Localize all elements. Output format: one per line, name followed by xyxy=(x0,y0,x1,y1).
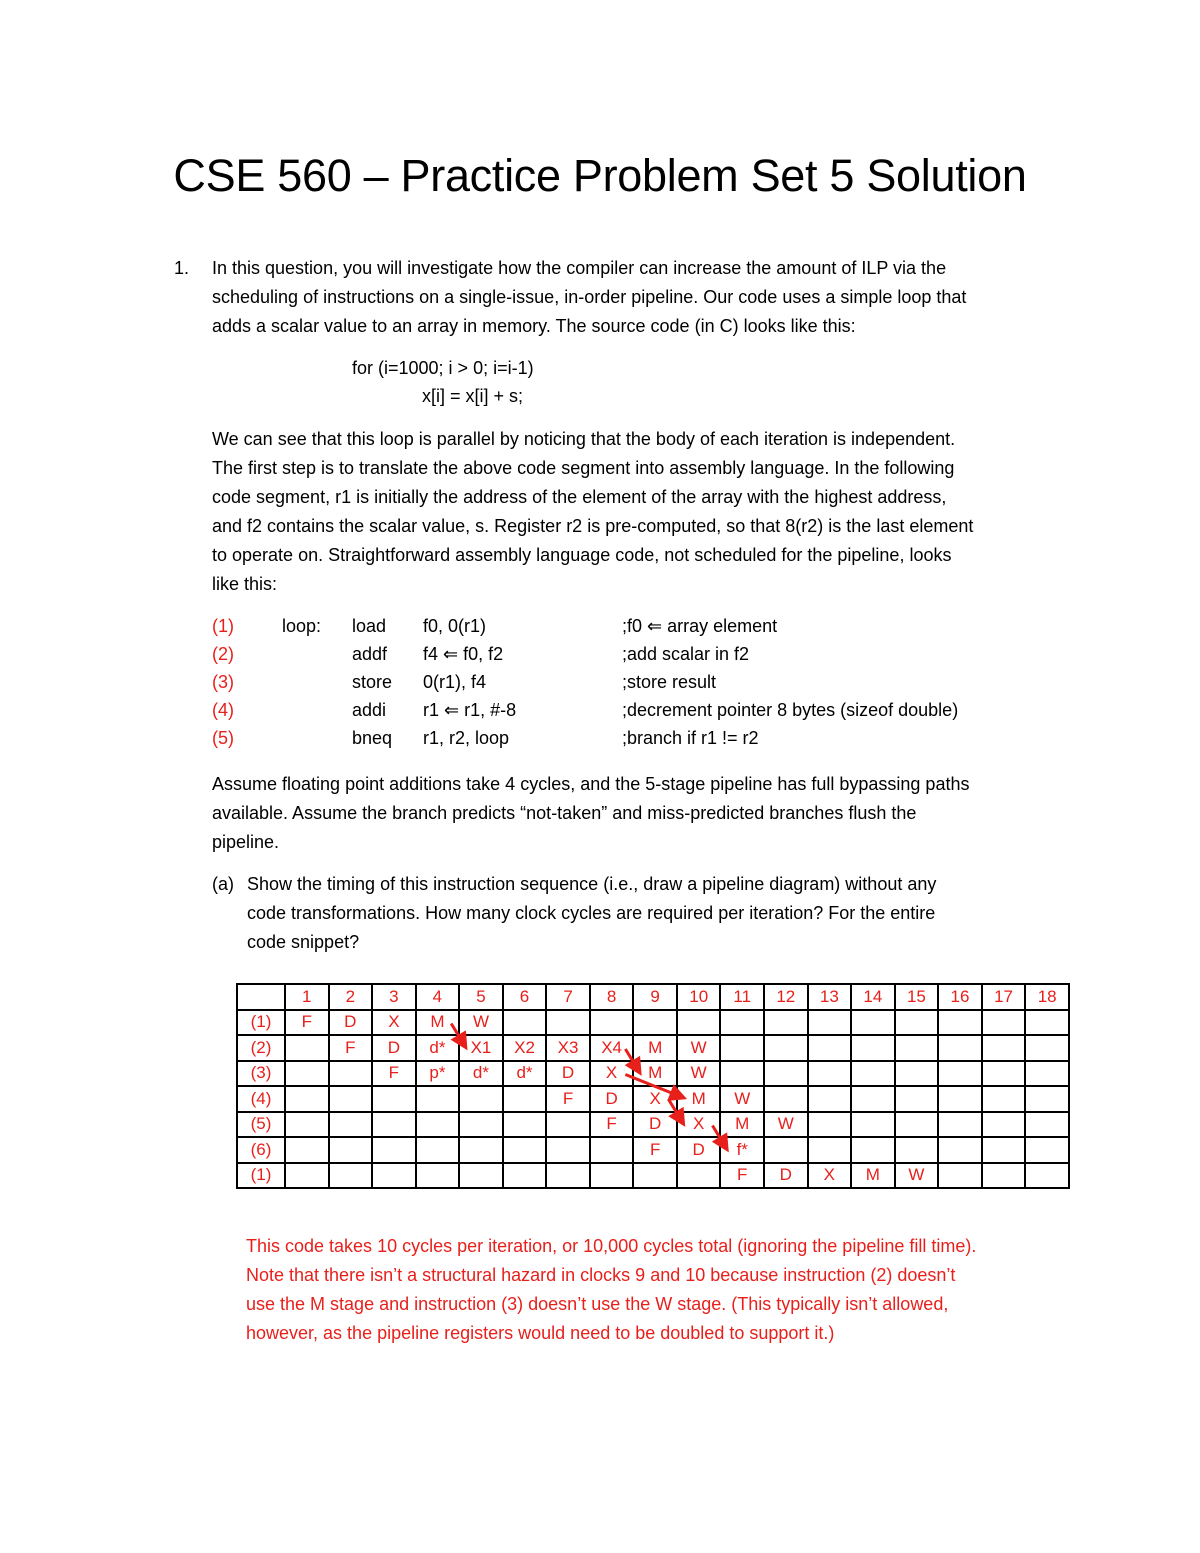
instruction-comment: ;store result xyxy=(622,672,717,692)
intro-line: In this question, you will investigate how the compiler can increase the amount of ILP via the xyxy=(212,258,947,278)
part-a-label: (a) xyxy=(212,874,234,894)
instruction-number: (3) xyxy=(212,672,234,692)
stage-cell: X xyxy=(590,1061,634,1087)
stage-cell: D xyxy=(546,1061,590,1087)
instruction-op: load xyxy=(352,616,387,636)
stage-cell: D xyxy=(677,1137,721,1163)
stage-cell: F xyxy=(720,1163,764,1189)
instruction-op: addf xyxy=(352,644,388,664)
instruction-op: store xyxy=(352,672,393,692)
instruction-args: r1 ⇐ r1, #-8 xyxy=(423,700,517,720)
cycle-header: 2 xyxy=(329,984,373,1010)
stage-cell: d* xyxy=(416,1035,460,1061)
cycle-header: 6 xyxy=(503,984,547,1010)
paragraph-line: to operate on. Straightforward assembly language code, not scheduled for the pipeline, looks xyxy=(212,545,952,565)
stage-cell: W xyxy=(677,1035,721,1061)
row-label: (3) xyxy=(237,1061,285,1087)
stage-cell: M xyxy=(720,1112,764,1138)
instruction-op: bneq xyxy=(352,728,393,748)
paragraph-line: Assume floating point additions take 4 cycles, and the 5-stage pipeline has full bypassing paths xyxy=(212,774,970,794)
cycle-header: 11 xyxy=(720,984,764,1010)
stage-cell: F xyxy=(329,1035,373,1061)
paragraph-line: The first step is to translate the above code segment into assembly language. In the following xyxy=(212,458,955,478)
stage-cell: M xyxy=(851,1163,895,1189)
stage-cell: X xyxy=(633,1086,677,1112)
stage-cell: D xyxy=(329,1010,373,1036)
cycle-header: 13 xyxy=(808,984,852,1010)
instruction-comment: ;f0 ⇐ array element xyxy=(622,616,778,636)
instruction-args: f4 ⇐ f0, f2 xyxy=(423,644,504,664)
stage-cell: M xyxy=(416,1010,460,1036)
c-code-line: x[i] = x[i] + s; xyxy=(422,386,524,406)
stage-cell: X xyxy=(808,1163,852,1189)
row-label: (2) xyxy=(237,1035,285,1061)
instruction-comment: ;decrement pointer 8 bytes (sizeof double) xyxy=(622,700,959,720)
cycle-header: 3 xyxy=(372,984,416,1010)
instruction-comment: ;branch if r1 != r2 xyxy=(622,728,759,748)
stage-cell: W xyxy=(459,1010,503,1036)
stage-cell: M xyxy=(677,1086,721,1112)
stage-cell: d* xyxy=(459,1061,503,1087)
page-title: CSE 560 – Practice Problem Set 5 Solution xyxy=(173,150,1027,201)
cycle-header: 12 xyxy=(764,984,808,1010)
paragraph-line: and f2 contains the scalar value, s. Register r2 is pre-computed, so that 8(r2) is the last element xyxy=(212,516,974,536)
cycle-header: 5 xyxy=(459,984,503,1010)
stage-cell: F xyxy=(546,1086,590,1112)
stage-cell: X4 xyxy=(590,1035,634,1061)
cycle-header: 14 xyxy=(851,984,895,1010)
forwarding-arrow xyxy=(451,1024,465,1047)
stage-cell: W xyxy=(764,1112,808,1138)
cycle-header: 8 xyxy=(590,984,634,1010)
row-label: (1) xyxy=(237,1010,285,1036)
stage-cell: D xyxy=(633,1112,677,1138)
answer-line: Note that there isn’t a structural hazard in clocks 9 and 10 because instruction (2) doesn’t xyxy=(246,1265,956,1285)
stage-cell: W xyxy=(677,1061,721,1087)
stage-cell: D xyxy=(372,1035,416,1061)
paragraph-line: like this: xyxy=(212,574,278,594)
stage-cell: F xyxy=(372,1061,416,1087)
instruction-args: r1, r2, loop xyxy=(423,728,510,748)
stage-cell: F xyxy=(590,1112,634,1138)
cycle-header: 16 xyxy=(938,984,982,1010)
stage-cell: p* xyxy=(416,1061,460,1087)
stage-cell: W xyxy=(895,1163,939,1189)
answer-line: This code takes 10 cycles per iteration, or 10,000 cycles total (ignoring the pipeline fill time). xyxy=(246,1236,977,1256)
answer-line: use the M stage and instruction (3) doesn’t use the W stage. (This typically isn’t allowed, xyxy=(246,1294,949,1314)
row-label: (4) xyxy=(237,1086,285,1112)
stage-cell: f* xyxy=(720,1137,764,1163)
question-number: 1. xyxy=(174,258,190,278)
stage-cell: M xyxy=(633,1061,677,1087)
stage-cell: D xyxy=(764,1163,808,1189)
stage-cell: X2 xyxy=(503,1035,547,1061)
instruction-op: addi xyxy=(352,700,387,720)
cycle-header: 15 xyxy=(895,984,939,1010)
paragraph-line: pipeline. xyxy=(212,832,280,852)
stage-cell: X3 xyxy=(546,1035,590,1061)
instruction-args: 0(r1), f4 xyxy=(423,672,487,692)
stage-cell: D xyxy=(590,1086,634,1112)
stage-cell: X xyxy=(677,1112,721,1138)
instruction-comment: ;add scalar in f2 xyxy=(622,644,750,664)
forwarding-arrow xyxy=(625,1049,639,1072)
cycle-header: 17 xyxy=(982,984,1026,1010)
row-label: (5) xyxy=(237,1112,285,1138)
instruction-number: (5) xyxy=(212,728,234,748)
instruction-label: loop: xyxy=(282,616,322,636)
stage-cell: F xyxy=(633,1137,677,1163)
instruction-args: f0, 0(r1) xyxy=(423,616,487,636)
stage-cell: M xyxy=(633,1035,677,1061)
answer-line: however, as the pipeline registers would need to be doubled to support it.) xyxy=(246,1323,835,1343)
intro-line: scheduling of instructions on a single-issue, in-order pipeline. Our code uses a simple loop that xyxy=(212,287,967,307)
forwarding-arrow xyxy=(712,1126,726,1149)
stage-cell: X xyxy=(372,1010,416,1036)
paragraph-line: code segment, r1 is initially the address of the element of the array with the highest address, xyxy=(212,487,947,507)
cycle-header: 7 xyxy=(546,984,590,1010)
row-label: (6) xyxy=(237,1137,285,1163)
paragraph-line: available. Assume the branch predicts “not-taken” and miss-predicted branches flush the xyxy=(212,803,917,823)
stage-cell: X1 xyxy=(459,1035,503,1061)
instruction-number: (1) xyxy=(212,616,234,636)
cycle-header: 4 xyxy=(416,984,460,1010)
stage-cell: F xyxy=(285,1010,329,1036)
part-a-line: code transformations. How many clock cycles are required per iteration? For the entire xyxy=(247,903,936,923)
forwarding-arrow xyxy=(669,1100,683,1123)
stage-cell: W xyxy=(720,1086,764,1112)
instruction-number: (4) xyxy=(212,700,234,720)
cycle-header: 9 xyxy=(633,984,677,1010)
cycle-header: 10 xyxy=(677,984,721,1010)
intro-line: adds a scalar value to an array in memory. The source code (in C) looks like this: xyxy=(212,316,856,336)
forwarding-arrow xyxy=(625,1075,683,1098)
answer-text xyxy=(246,1232,1146,1348)
cycle-header: 18 xyxy=(1025,984,1069,1010)
c-code-line: for (i=1000; i > 0; i=i-1) xyxy=(352,358,534,378)
instruction-number: (2) xyxy=(212,644,234,664)
part-a-line: Show the timing of this instruction sequence (i.e., draw a pipeline diagram) without any xyxy=(247,874,937,894)
stage-cell: d* xyxy=(503,1061,547,1087)
part-a-line: code snippet? xyxy=(247,932,360,952)
cycle-header: 1 xyxy=(285,984,329,1010)
row-label: (1) xyxy=(237,1163,285,1189)
paragraph-line: We can see that this loop is parallel by noticing that the body of each iteration is independent. xyxy=(212,429,956,449)
